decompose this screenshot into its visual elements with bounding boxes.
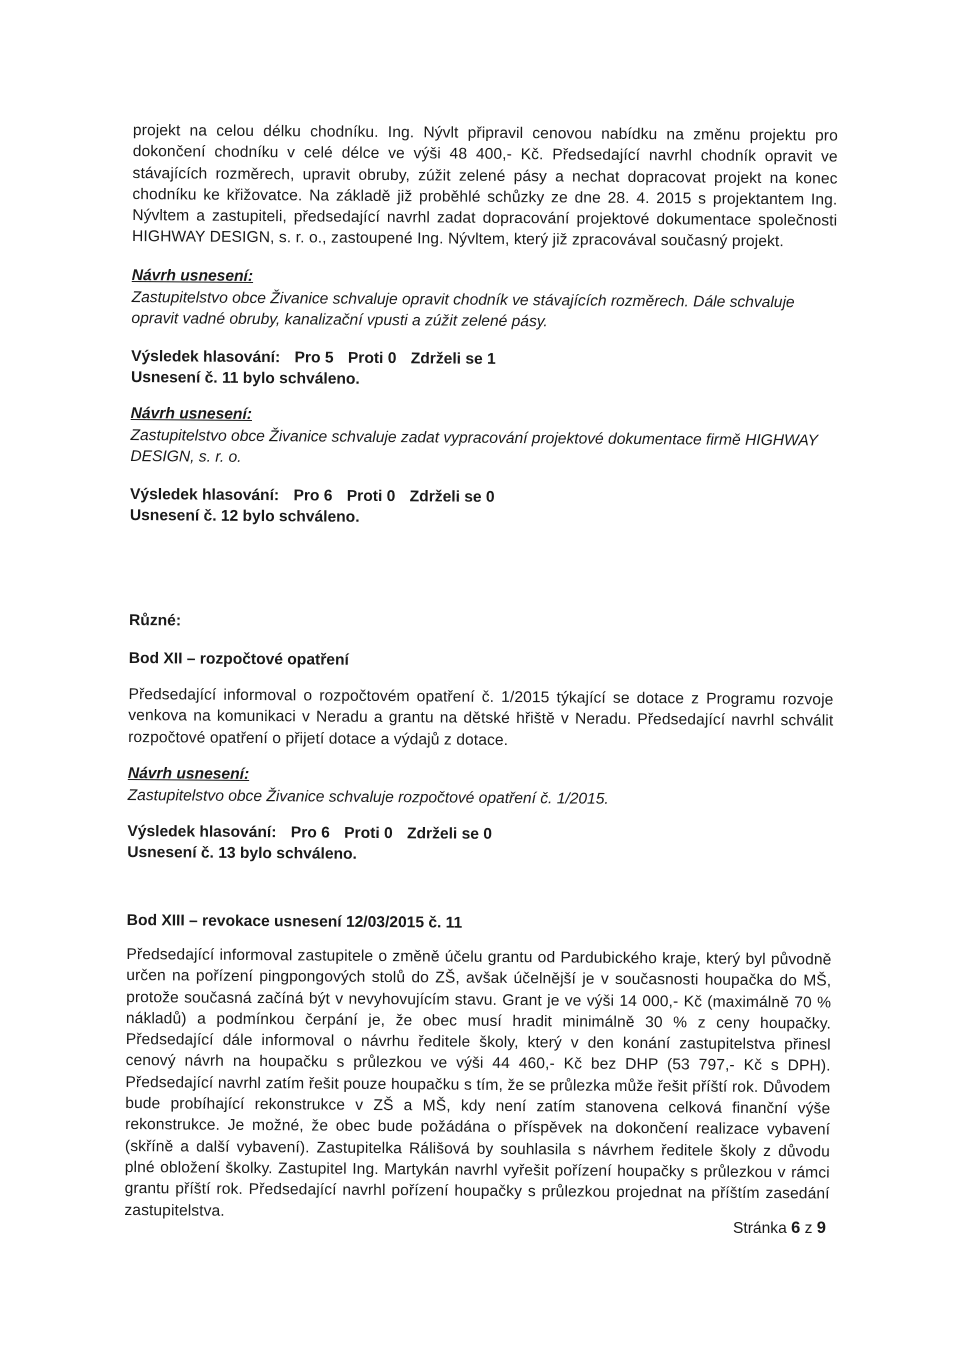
vote-label: Výsledek hlasování: — [129, 486, 280, 505]
vote-pro: Pro 5 — [294, 349, 334, 367]
bod-xii-paragraph: Předsedající informoval o rozpočtovém opatření č. 1/2015 týkající se dotace z Programu rozvoje venkova na komunikaci v Neradu a grantu na dětské hřiště v Neradu. Předsedající navrhl schválit rozpočtové opatření o přijetí dotace a výdajů z dotace. — [128, 686, 834, 749]
page-footer — [733, 1219, 826, 1238]
intro-paragraph: projekt na celou délku chodníku. Ing. Nývlt připravil cenovou nabídku na změnu projektu pro dokončení chodníku v celé délce ve výši 48 400,- Kč. Předsedající navrhl chodník opravit ve stávajících rozměrech, upravit obruby, zúžit zelené pásy a nechat dopracovat projekt na konec chodníku ke křižovatce. Na základě již proběhlé schůzky ze dne 28. 4. 2015 s projektantem Ing. Nývltem a zastupiteli, předsedající navrhl zadat dopracování projektové dokumentace společnosti HIGHWAY DESIGN, s. r. o., zastoupené Ing. Nývltem, který již zpracovával současný projekt. — [132, 122, 838, 251]
vote-proti: Proti 0 — [347, 349, 397, 368]
proposal-label: Návrh usnesení: — [130, 405, 253, 423]
footer-prefix: Stránka — [733, 1220, 787, 1237]
vote-label: Výsledek hlasování: — [131, 348, 281, 367]
bod-xiii-paragraph: Předsedající informoval zastupitele o změně účelu grantu od Pardubického kraje, který byl původně určen na pořízení pingpongových stolů do ZŠ, avšak účelnější je v současnosti houpačka do MŠ, protože současná začíná být v nevyhovujícím stavu. Grant je ve výši 14 000,- Kč (maximálně 70 % nákladů) a podmínkou čerpání je, že obec musí hradit minimálně 30 % z ceny houpačky. Předsedající dále informoval o návrhu ředitele školy, který v den konání zastupitelstva přinesl cenový návrh na houpačku s průlezkou ve výši 44 460,- Kč bez DHP (53 797,- Kč s DPH). Předsedající navrhl zatím řešit pouze houpačku s tím, že se průlezka může řešit příští rok. Důvodem bude probíhající rekonstrukce v ZŠ a MŠ, kdy není zatím stanovena celková finanční výše rekonstrukce. Je možné, že obec bude požádána o příspěvek na dokončení realizace vybavení (skříně a další vybavení). Zastupitelka Rálišová by souhlasila s návrhem ředitele školy z důvodu plné obložení školky. Zastupitel Ing. Martykán navrhl vyřešit pořízení houpačky s průlezkou v rámci grantu příští rok. Předsedající navrhl pořízení houpačky s průlezkou projednat na příštím zasedání zastupitelstva. — [124, 945, 832, 1220]
bod-xii-heading: Bod XII – rozpočtové opatření — [128, 650, 349, 669]
proposal-text: Zastupitelstvo obce Živanice schvaluje rozpočtové opatření č. 1/2015. — [127, 787, 609, 808]
vote-pro: Pro 6 — [293, 487, 333, 505]
footer-page-total: 9 — [816, 1219, 826, 1237]
proposal-label: Návrh usnesení: — [127, 765, 250, 783]
footer-page-number: 6 — [791, 1219, 801, 1237]
vote-proti: Proti 0 — [346, 487, 396, 506]
vote-label: Výsledek hlasování: — [127, 823, 277, 842]
vote-proti: Proti 0 — [344, 824, 393, 843]
proposal-label: Návrh usnesení: — [131, 267, 254, 285]
proposal-text: Zastupitelstvo obce Živanice schvaluje zadat vypracování projektové dokumentace firmě HIGHWAY DESIGN, s. r. o. — [130, 427, 818, 466]
vote-zdrzeli: Zdrželi se 0 — [409, 488, 495, 506]
resolution-outcome: Usnesení č. 13 bylo schváleno. — [127, 844, 357, 863]
footer-of: z — [804, 1220, 813, 1237]
vote-zdrzeli: Zdrželi se 0 — [406, 825, 493, 843]
section-heading-ruzne: Různé: — [129, 612, 182, 630]
bod-xiii-heading: Bod XIII – revokace usnesení 12/03/2015 č. 11 — [126, 911, 463, 932]
vote-pro: Pro 6 — [290, 824, 330, 842]
vote-zdrzeli: Zdrželi se 1 — [410, 350, 496, 368]
resolution-outcome: Usnesení č. 11 bylo schváleno. — [130, 369, 360, 388]
resolution-outcome: Usnesení č. 12 bylo schváleno. — [129, 507, 360, 526]
proposal-text: Zastupitelstvo obce Živanice schvaluje opravit chodník ve stávajících rozměrech. Dále schvaluje opravit vadné obruby, kanalizační vpusti a zúžit zelené pásy. — [131, 289, 795, 331]
